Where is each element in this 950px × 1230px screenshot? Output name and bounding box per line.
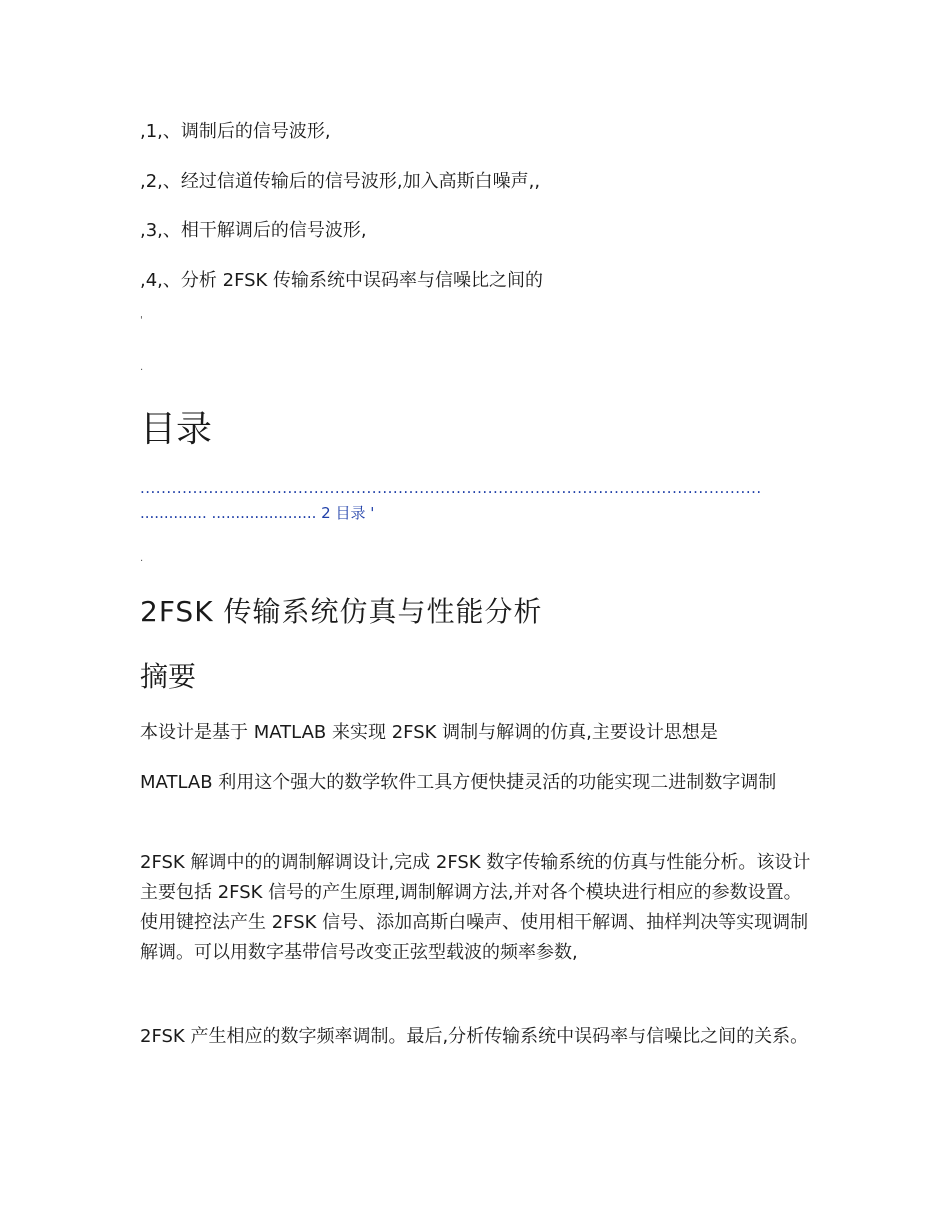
list-item-1: ,1,、调制后的信号波形, — [140, 121, 331, 142]
stray-mark-1: ' — [140, 315, 143, 326]
abstract-heading: 摘要 — [140, 660, 197, 693]
abstract-paragraph-4: 2FSK 产生相应的数字频率调制。最后,分析传输系统中误码率与信噪比之间的关系。 — [140, 1026, 809, 1047]
abstract-paragraph-3: 2FSK 解调中的的调制解调设计,完成 2FSK 数字传输系统的仿真与性能分析。该设计主要包括 2FSK 信号的产生原理,调制解调方法,并对各个模块进行相应的参数设置。使用键控法产生 2FSK 信号、添加高斯白噪声、使用相干解调、抽样判决等实现调制解调。可以用数字基带信号改变正弦型载波的频率参数, — [140, 852, 811, 963]
abstract-paragraph-2: MATLAB 利用这个强大的数学软件工具方便快捷灵活的功能实现二进制数字调制 — [140, 772, 777, 793]
toc-entry-link[interactable]: .............. ...................... 2 目录 ' — [140, 504, 375, 522]
toc-heading: 目录 — [140, 409, 213, 450]
stray-mark-2: . — [140, 362, 144, 373]
list-item-3: ,3,、相干解调后的信号波形, — [140, 220, 367, 241]
abstract-paragraph-1: 本设计是基于 MATLAB 来实现 2FSK 调制与解调的仿真,主要设计思想是 — [140, 722, 718, 743]
toc-leader-line[interactable]: ...................................................................................................................... — [140, 479, 762, 497]
list-item-2: ,2,、经过信道传输后的信号波形,加入高斯白噪声,, — [140, 171, 541, 192]
list-item-4: ,4,、分析 2FSK 传输系统中误码率与信噪比之间的 — [140, 270, 544, 291]
stray-mark-3: . — [140, 553, 144, 564]
document-title: 2FSK 传输系统仿真与性能分析 — [140, 595, 543, 628]
